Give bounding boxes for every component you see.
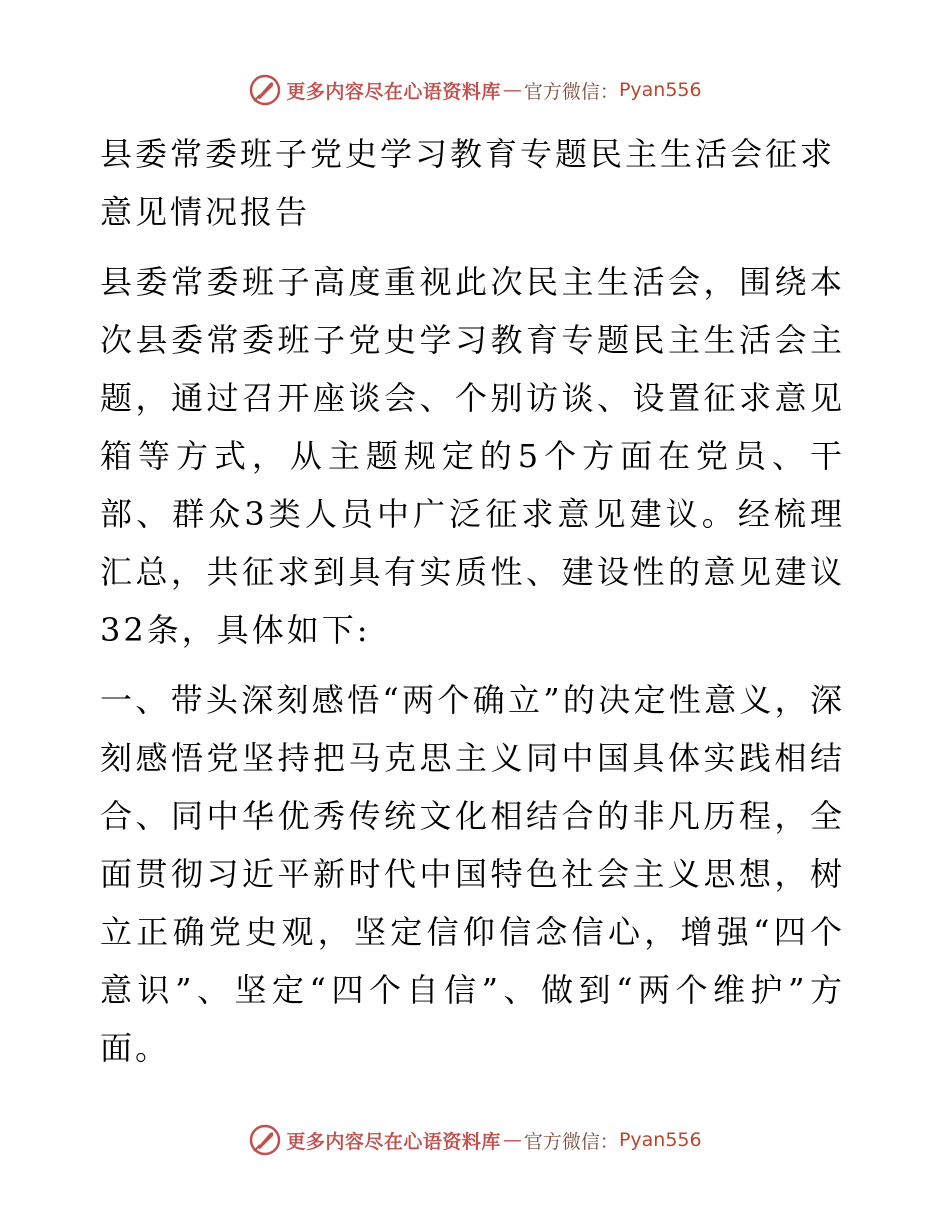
- watermark-account-label: 官方微信：: [523, 80, 619, 103]
- feather-pen-logo-icon: [248, 1123, 282, 1157]
- watermark-account-handle: Pyan556: [618, 79, 702, 101]
- watermark-main-text: 更多内容尽在心语资料库: [286, 80, 501, 103]
- watermark-separator: —: [502, 79, 522, 101]
- watermark-separator: —: [502, 1129, 522, 1151]
- document-body: [100, 125, 845, 1077]
- watermark-main-text: 更多内容尽在心语资料库: [286, 1130, 501, 1153]
- document-paragraph-section-1: 一、带头深刻感悟“两个确立”的决定性意义，深刻感悟党坚持把马克思主义同中国具体实践相结合、同中华优秀传统文化相结合的非凡历程，全面贯彻习近平新时代中国特色社会主义思想，树立正确党史观，坚定信仰信念信心，增强“四个意识”、坚定“四个自信”、做到“两个维护”方面。: [100, 681, 845, 1067]
- document-title: 县委常委班子党史学习教育专题民主生活会征求意见情况报告: [100, 135, 836, 231]
- header-watermark: [0, 70, 950, 110]
- watermark-account-handle: Pyan556: [618, 1129, 702, 1151]
- footer-watermark: [0, 1120, 950, 1160]
- watermark-account-label: 官方微信：: [523, 1130, 619, 1153]
- document-paragraph-intro: 县委常委班子高度重视此次民主生活会，围绕本次县委常委班子党史学习教育专题民主生活会主题，通过召开座谈会、个别访谈、设置征求意见箱等方式，从主题规定的5个方面在党员、干部、群众3类人员中广泛征求意见建议。经梳理汇总，共征求到具有实质性、建设性的意见建议32条，具体如下:: [100, 263, 845, 649]
- feather-pen-logo-icon: [248, 73, 282, 107]
